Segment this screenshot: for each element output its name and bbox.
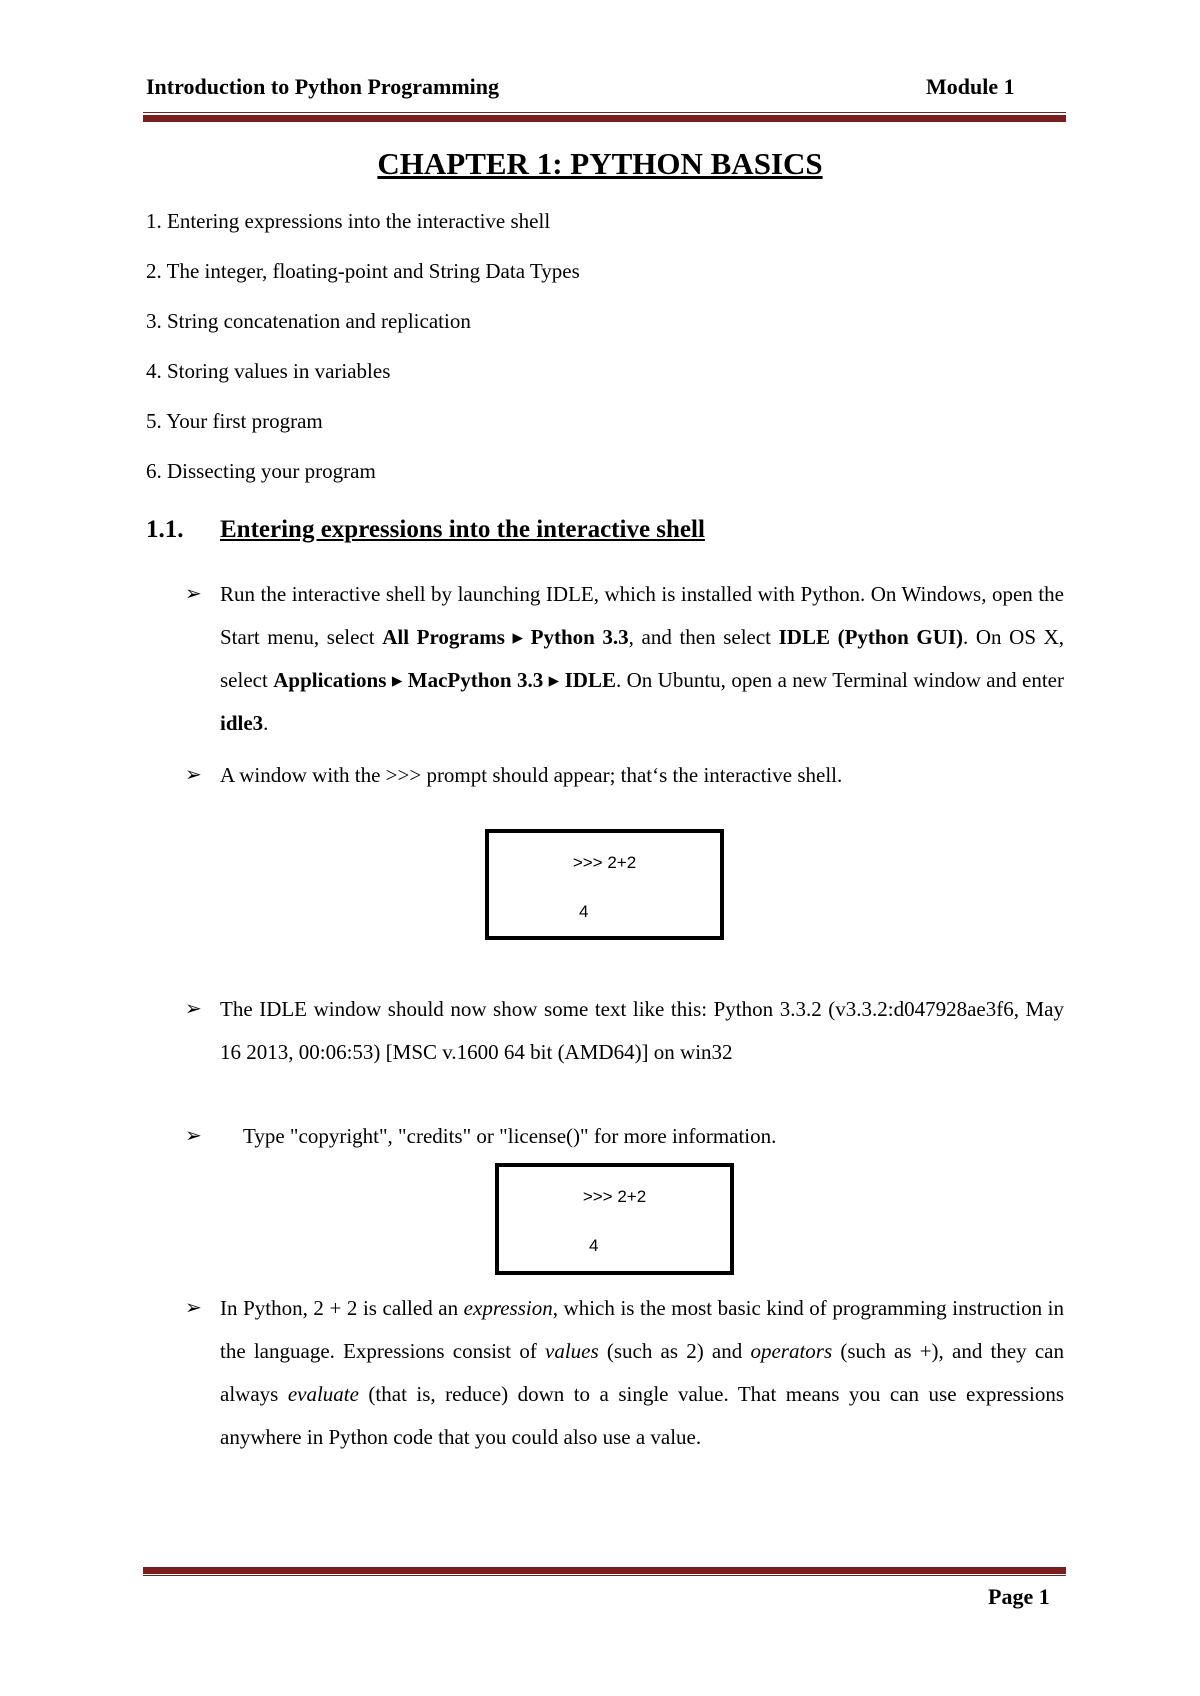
bullet-prompt [185,754,1064,797]
header-module: Module 1 [926,74,1015,99]
bullet-text: (that is, reduce) down to a single value. That means you can use expressions anywhere in Python code that you could also use a value. [220,1382,1064,1449]
header-title: Introduction to Python Programming [146,74,500,99]
term-values: values [545,1339,599,1363]
bullet-text: . [263,711,269,735]
footer-rule-thick [143,1567,1066,1574]
toc-item: 2. The integer, floating-point and String Data Types [146,259,580,283]
bullet-text: A window with the >>> prompt should appear; that‘s the interactive shell. [220,763,843,787]
code-line-output: 4 [579,902,589,921]
menu-path: IDLE (Python GUI) [778,625,964,649]
chapter-title: CHAPTER 1: PYTHON BASICS [377,146,823,181]
toc-item: 3. String concatenation and replication [146,309,471,333]
code-line-input: >>> 2+2 [582,1187,647,1206]
code-line-output: 4 [589,1236,599,1255]
footer-rule-thin [143,1575,1066,1576]
toc-item: 1. Entering expressions into the interactive shell [146,209,551,233]
toc-item: 4. Storing values in variables [146,359,391,383]
term-operators: operators [750,1339,833,1363]
bullet-text: (such as +), and they can always [220,1339,1065,1406]
bullet-text: The IDLE window should now show some text like this: Python 3.3.2 (v3.3.2:d047928ae3f6, May 16 2013, 00:06:53) [MSC v.1600 64 bit (AMD64)] on win32 [220,997,1064,1064]
bullet-arrow-icon: ➢ [185,1125,202,1147]
toc-item: 5. Your first program [146,409,323,433]
code-box [495,1163,734,1275]
header-rule-thick [143,115,1066,122]
bullet-text: , and then select [628,625,779,649]
bullet-text: In Python, 2 + 2 is called an [220,1296,464,1320]
command-name: idle3 [220,711,264,735]
code-line-input: >>> 2+2 [572,853,637,872]
bullet-text: Run the interactive shell by launching IDLE, which is installed with Python. On Windows, open the Start menu, select [220,582,1064,649]
bullet-text: , which is the most basic kind of programming instruction in the language. Expressions consist of [220,1296,1064,1363]
term-expression: expression [463,1296,553,1320]
term-evaluate: evaluate [287,1382,359,1406]
menu-path: All Programs ▸ Python 3.3 [382,625,629,649]
bullet-idle-text [185,988,1064,1074]
bullet-copyright [185,1115,1063,1158]
bullet-launch-idle [185,573,1065,745]
bullet-text: . On OS X, select [220,625,1065,692]
bullet-expression [185,1287,1065,1459]
toc-list [146,206,580,506]
header-rule-thin [143,112,1066,113]
bullet-arrow-icon: ➢ [185,1297,202,1319]
code-box [485,829,724,940]
page-number: Page 1 [988,1584,1050,1609]
bullet-arrow-icon: ➢ [185,764,202,786]
toc-item: 6. Dissecting your program [146,459,376,483]
bullet-text: . On Ubuntu, open a new Terminal window and enter [615,668,1064,692]
bullet-arrow-icon: ➢ [185,583,202,605]
bullet-text: Type "copyright", "credits" or "license()" for more information. [243,1124,777,1148]
bullet-text: (such as 2) and [598,1339,751,1363]
section-number: 1.1. [146,516,184,543]
section-title: Entering expressions into the interactive shell [220,516,705,543]
menu-path: Applications ▸ MacPython 3.3 ▸ IDLE [273,668,616,692]
bullet-arrow-icon: ➢ [185,998,202,1020]
